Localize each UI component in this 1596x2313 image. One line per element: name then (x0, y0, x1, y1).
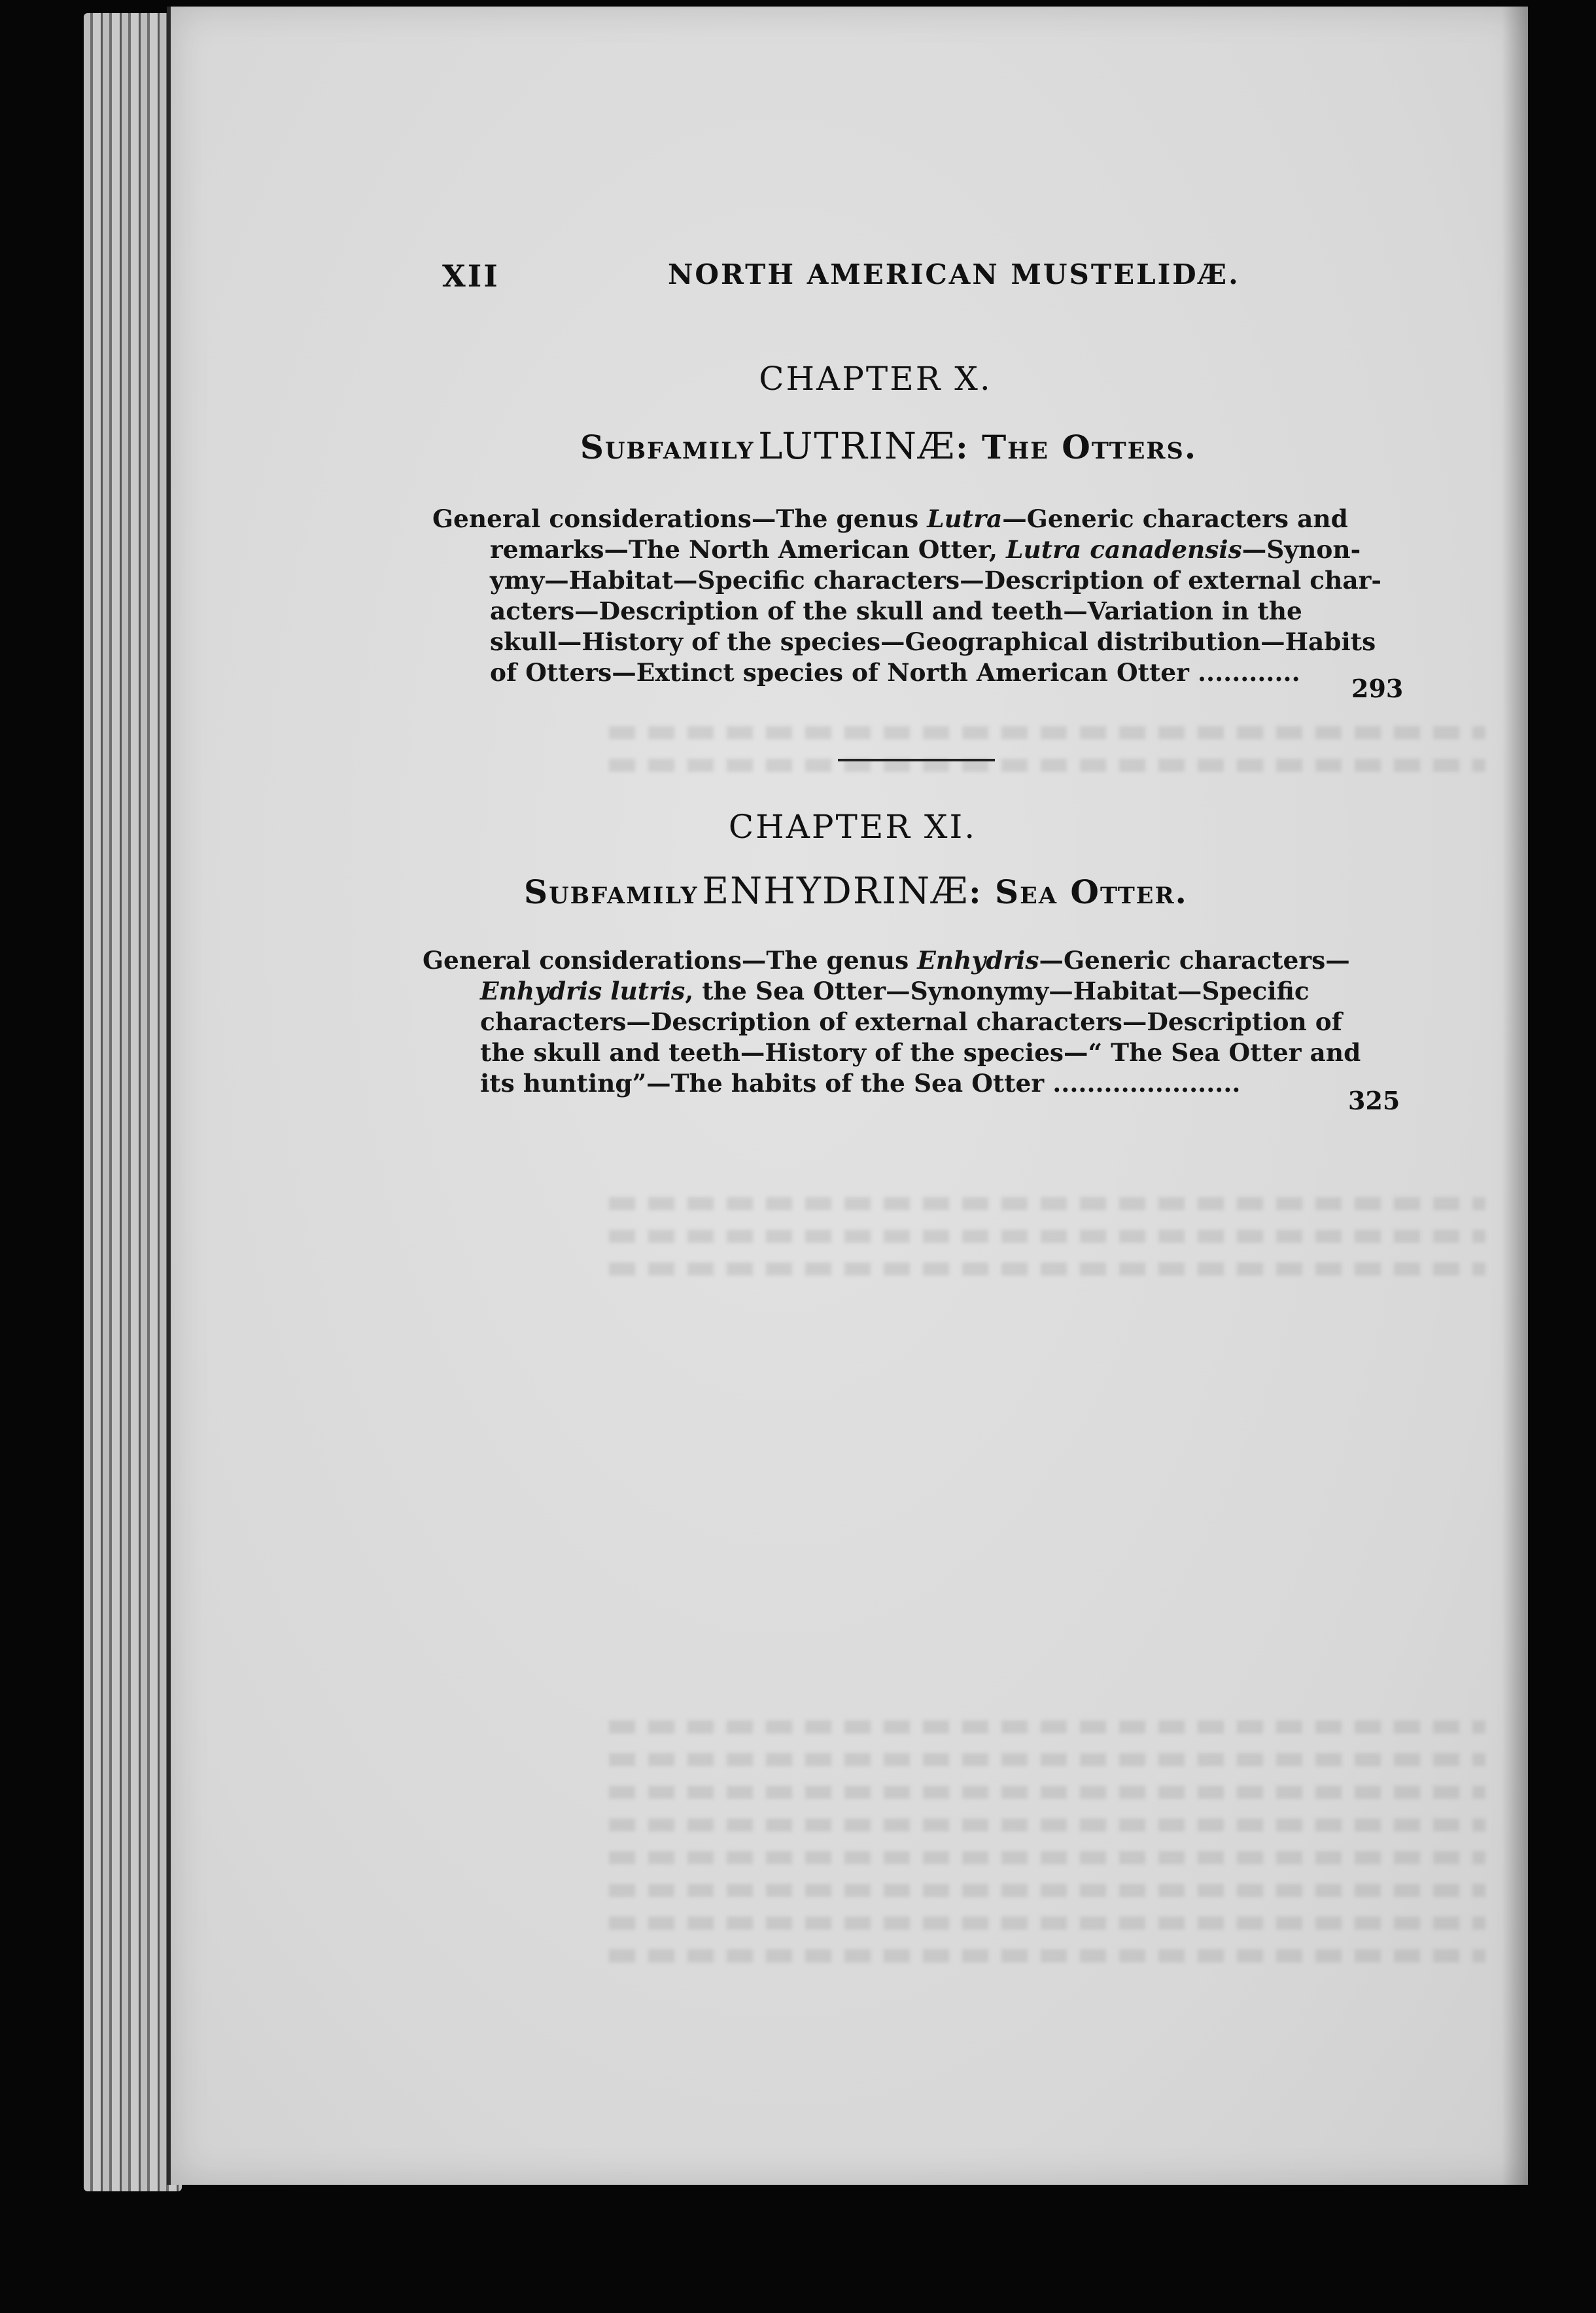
entry-line: remarks—The North American Otter, Lutra canadensis—Synon- (490, 535, 1361, 564)
dot-leaders: ...................... (1044, 1069, 1241, 1098)
subfamily-name: ENHYDRINÆ (702, 870, 969, 913)
subfamily-heading (210, 425, 1567, 468)
subfamily-suffix: : The Otters. (956, 428, 1198, 466)
book-page (167, 7, 1528, 2185)
dot-leaders: ............ (1188, 658, 1300, 687)
spine-shadow (1502, 7, 1528, 2185)
subfamily-heading (177, 870, 1535, 913)
contents-entry (423, 945, 1472, 1099)
bleed-through (609, 1818, 1485, 1832)
bleed-through (609, 1262, 1485, 1276)
page-header (171, 258, 1528, 298)
bleed-through (609, 1917, 1485, 1930)
entry-line: acters—Description of the skull and teeth—Variation in the (490, 597, 1302, 625)
bleed-through (609, 1851, 1485, 1864)
section-divider (838, 759, 995, 761)
entry-line: the skull and teeth—History of the species—“ The Sea Otter and (480, 1038, 1361, 1067)
bleed-through (609, 759, 1485, 772)
entry-line: its hunting”—The habits of the Sea Otter ...................... (480, 1069, 1241, 1098)
entry-line: General considerations—The genus Lutra—Generic characters and (432, 504, 1348, 533)
subfamily-name: LUTRINÆ (758, 425, 956, 468)
entry-line: ymy—Habitat—Specific characters—Description of external char- (490, 566, 1382, 595)
page-number: XII (442, 258, 500, 294)
bleed-through (609, 1884, 1485, 1897)
page-reference: 325 (1348, 1086, 1400, 1115)
entry-line: of Otters—Extinct species of North American Otter ............ (490, 658, 1300, 687)
bleed-through (609, 1949, 1485, 1962)
entry-line: Enhydris lutris, the Sea Otter—Synonymy—Habitat—Specific (480, 977, 1310, 1005)
bleed-through (609, 726, 1485, 739)
chapter-title: CHAPTER X. (759, 360, 992, 398)
running-head: NORTH AMERICAN MUSTELIDÆ. (668, 258, 1240, 290)
page-reference: 293 (1351, 674, 1404, 703)
subfamily-prefix: Subfamily (524, 873, 699, 911)
subfamily-prefix: Subfamily (580, 428, 755, 466)
bleed-through (609, 1720, 1485, 1733)
entry-line: General considerations—The genus Enhydris—Generic characters— (423, 946, 1350, 975)
chapter-title: CHAPTER XI. (728, 808, 977, 846)
entry-line: skull—History of the species—Geographical distribution—Habits (490, 627, 1376, 656)
bleed-through (609, 1753, 1485, 1766)
bleed-through (609, 1786, 1485, 1799)
subfamily-suffix: : Sea Otter. (969, 873, 1188, 911)
entry-line: characters—Description of external characters—Description of (480, 1007, 1342, 1036)
bleed-through (609, 1230, 1485, 1243)
contents-entry (432, 504, 1485, 688)
bleed-through (609, 1197, 1485, 1210)
